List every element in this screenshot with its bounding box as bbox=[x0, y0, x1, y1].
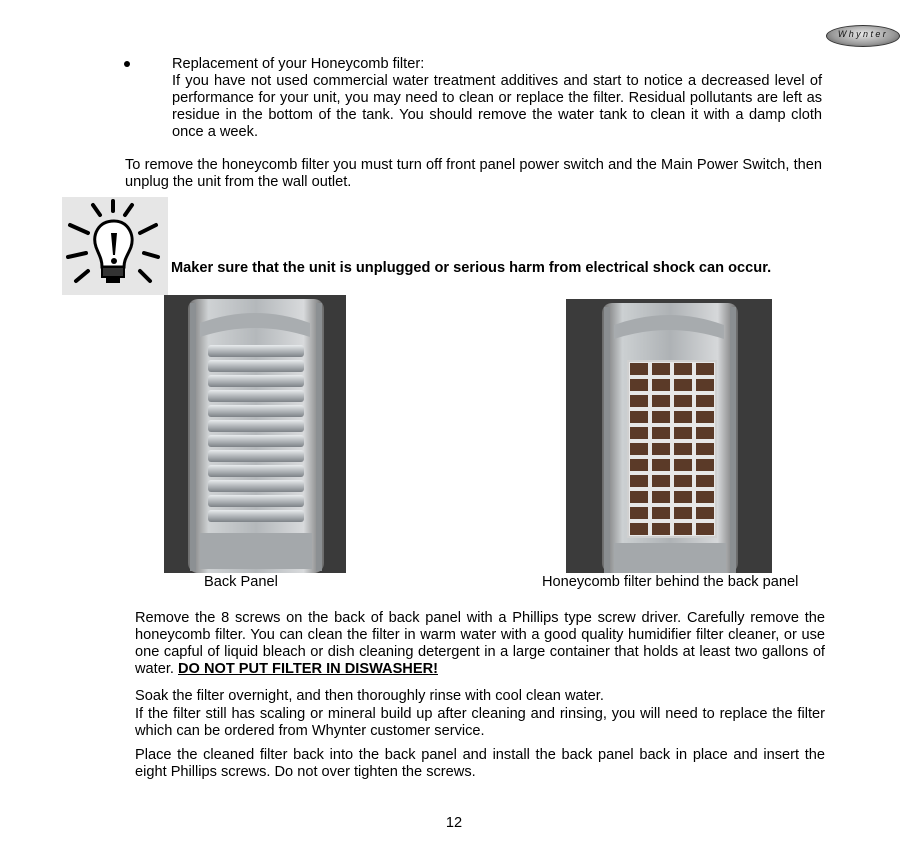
bullet-title: Replacement of your Honeycomb filter: bbox=[172, 56, 425, 72]
dishwasher-warning: DO NOT PUT FILTER IN DISWASHER! bbox=[178, 661, 438, 677]
instructions-paragraph-4: Place the cleaned filter back into the back panel and install the back panel back in place and insert the eight Phillips screws. Do not over tighten the screws. bbox=[135, 747, 825, 780]
remove-instruction: To remove the honeycomb filter you must turn off front panel power switch and the Main Power Switch, then unplug the unit from the wall outlet. bbox=[125, 157, 822, 190]
warning-text: Maker sure that the unit is unplugged or serious harm from electrical shock can occur. bbox=[171, 260, 772, 276]
page-number: 12 bbox=[445, 815, 463, 831]
instructions-paragraph-3: If the filter still has scaling or mineral build up after cleaning and rinsing, you will need to replace the filter which can be ordered from Whynter customer service. bbox=[135, 706, 825, 739]
instructions-paragraph-2: Soak the filter overnight, and then thoroughly rinse with cool clean water. bbox=[135, 688, 604, 704]
back-panel-photo bbox=[164, 295, 346, 573]
back-panel-caption: Back Panel bbox=[204, 574, 278, 590]
honeycomb-filter-caption: Honeycomb filter behind the back panel bbox=[542, 574, 799, 590]
bullet-body: If you have not used commercial water treatment additives and start to notice a decreased level of performance for your unit, you may need to clean or replace the filter. Residual pollutants are left as residue in the bottom of the tank. You should remove the water tank to clean it with a damp cloth once a week. bbox=[172, 73, 822, 140]
instructions-paragraph-1 bbox=[135, 610, 825, 678]
instructions-paragraph-1-text: Remove the 8 screws on the back of back panel with a Phillips type screw driver. Carefully remove the honeycomb filter. You can clean the filter in warm water with a good quality humidifier filter cleaner, or use one capful of liquid bleach or dish cleaning detergent in a large container that holds at least two gallons of water. bbox=[135, 610, 825, 677]
brand-logo-text: Whynter bbox=[837, 29, 889, 39]
honeycomb-filter-photo bbox=[566, 299, 772, 573]
warning-lightbulb-icon bbox=[62, 197, 168, 295]
bullet-marker bbox=[124, 61, 130, 67]
